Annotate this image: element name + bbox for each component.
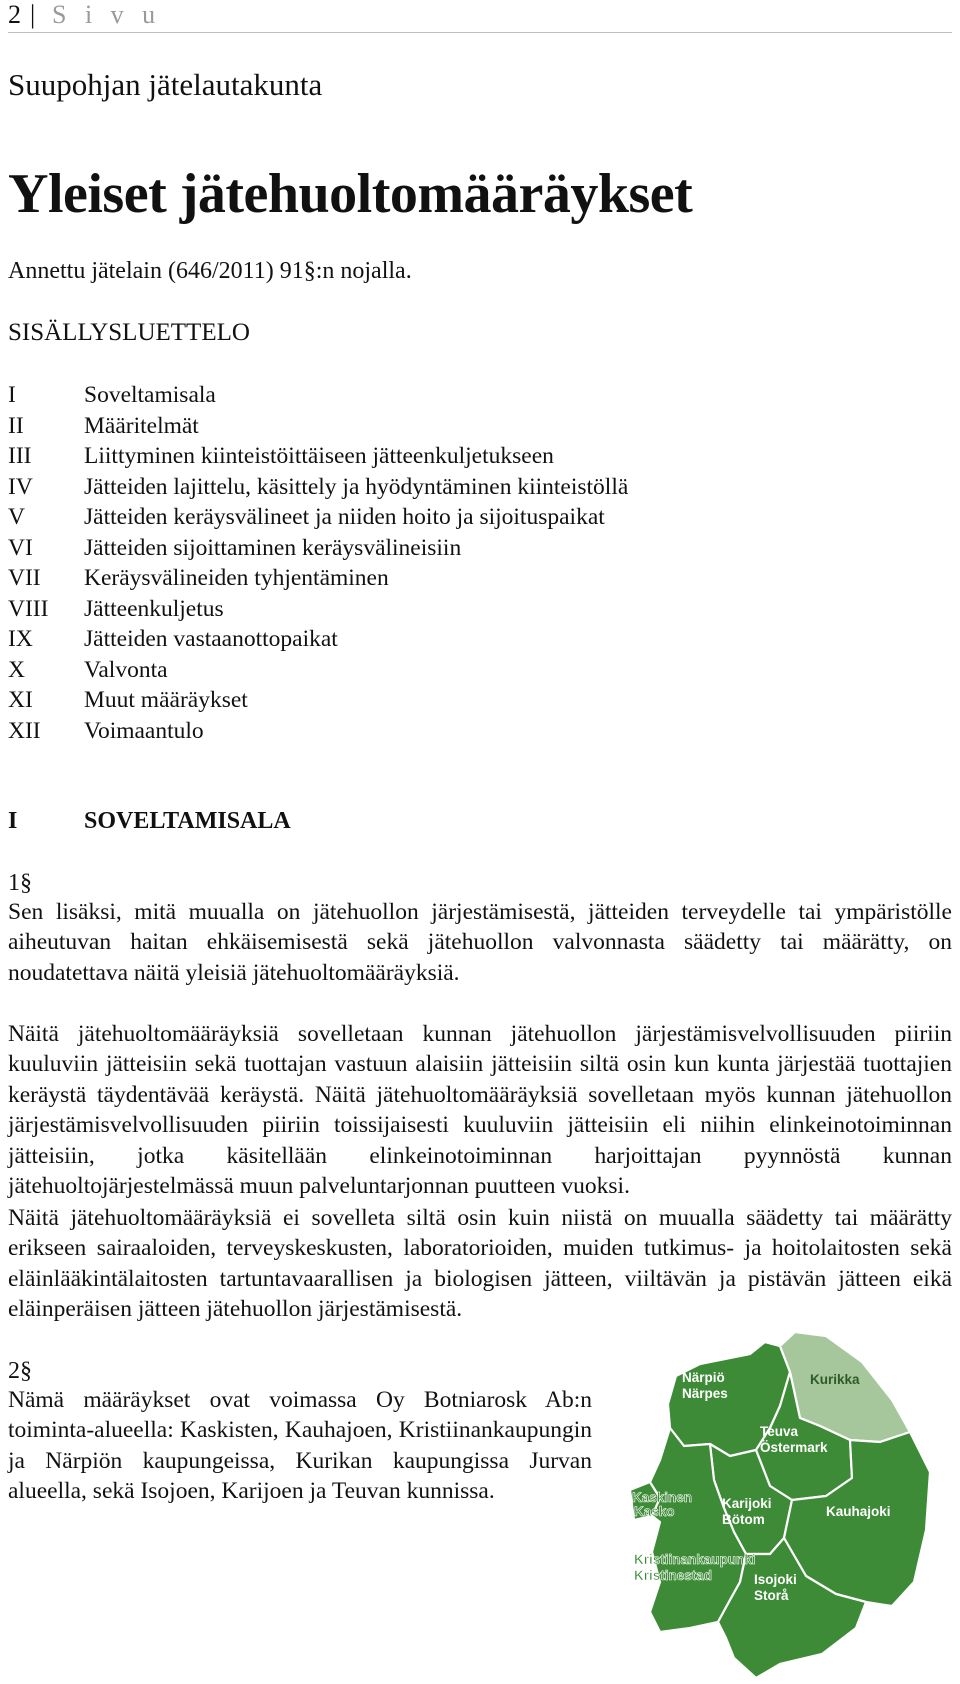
document-title: Yleiset jätehuoltomääräykset [8,163,693,225]
toc-item-title: Voimaantulo [84,717,204,744]
map-label-kaskinen: Kaskinen [632,1490,693,1505]
legal-basis: Annettu jätelain (646/2011) 91§:n nojalla. [8,258,412,284]
table-of-contents [8,380,908,746]
section-number: I [8,808,18,834]
toc-item [8,594,908,625]
toc-item-number: VIII [8,595,49,622]
section-title: SOVELTAMISALA [84,808,291,834]
toc-item [8,380,908,411]
toc-item-title: Määritelmät [84,412,199,439]
paragraph: Näitä jätehuoltomääräyksiä ei sovelleta siltä osin kuin niistä on muualla säädetty tai määrätty erikseen sairaaloiden, terveyskeskusten, laboratorioiden, muiden tutkimus- ja hoitolaitosten sekä eläinlääkintälaitosten tartuntavaarallisen ja biologisen jätteen, viiltävän ja pistävän jätteen eikä eläinperäisen jätteen jätehuollon järjestämisestä. [8,1205,952,1323]
paragraph: Näitä jätehuoltomääräyksiä sovelletaan kunnan jätehuollon järjestämisvelvollisuuden piiriin kuuluviin jätteisiin sekä tuottajan vastuun alaisiin jätteisiin siltä osin kun kunta järjestää tuottajien keräystä täydentävää keräystä. Näitä jätehuoltomääräyksiä sovelletaan myös kunnan jätehuollon järjestämisvelvollisuuden piiriin toissijaisesti kuuluviin jätteisiin eli niihin elinkeinotoiminnan jätteisiin, jotka käsitellään elinkeinotoiminnan harjoittajan pyynnöstä kunnan jätehuoltojärjestelmässä muun palveluntarjonnan puutteen vuoksi. [8,1021,952,1200]
map-label-narpes: Närpes [682,1386,728,1401]
toc-item-number: VII [8,565,41,591]
map-label-narpio: Närpiö [682,1370,725,1385]
map-label-karijoki: Karijoki [722,1496,772,1511]
header-separator: | [30,0,36,29]
map-label-kristinestad: Kristinestad [634,1568,713,1583]
toc-item [8,685,908,716]
map-label-botom: Bötom [722,1512,765,1527]
toc-item [8,502,908,533]
page-header [8,0,952,33]
page-word: S i v u [52,0,162,29]
toc-item-title: Soveltamisala [84,382,216,408]
paragraph: Sen lisäksi, mitä muualla on jätehuollon järjestämisestä, jätteiden terveydelle tai ympäristölle aiheutuvan haitan ehkäisemisestä sekä jätehuollon valvonnasta säädetty tai määrätty, on noudatettava näitä yleisiä jätehuoltomääräyksiä. [8,899,952,986]
map-label-stora: Storå [754,1588,789,1603]
page-number: 2 [8,0,21,29]
toc-item-number: VI [8,534,33,561]
paragraph-label: 2§ [8,1358,32,1384]
toc-item [8,716,908,747]
toc-item-title: Jätteiden vastaanottopaikat [84,626,338,652]
toc-item [8,624,908,655]
toc-item [8,441,908,472]
toc-item-number: IV [8,473,33,500]
toc-item [8,655,908,686]
map-label-isojoki: Isojoki [754,1572,797,1587]
toc-item-number: II [8,412,24,439]
toc-item-number: XII [8,717,41,744]
toc-item-title: Jätteiden sijoittaminen keräysvälineisiin [84,534,462,561]
paragraph: Nämä määräykset ovat voimassa Oy Botniarosk Ab:n toiminta-alueella: Kaskisten, Kauhajoen, Kristiinankaupungin ja Närpiön kaupungeissa, Kurikan kaupungissa Jurvan alueella, sekä Isojoen, Karijoen ja Teuvan kunnissa. [8,1387,592,1505]
toc-item-title: Valvonta [84,656,168,683]
map-label-kauhajoki: Kauhajoki [826,1504,891,1519]
paragraph-label: 1§ [8,870,32,896]
toc-heading: SISÄLLYSLUETTELO [8,319,250,346]
toc-item [8,411,908,442]
region-map [630,1332,948,1684]
map-label-teuva: Teuva [760,1424,799,1439]
map-label-kristiinankaupunki: Kristiinankaupunki [634,1552,756,1567]
toc-item-title: Jätteiden lajittelu, käsittely ja hyödyntäminen kiinteistöllä [84,473,629,500]
toc-item-title: Liittyminen kiinteistöittäiseen jätteenkuljetukseen [84,443,554,469]
toc-item-number: XI [8,687,33,713]
toc-item-title: Jätteenkuljetus [84,595,224,622]
toc-item-number: V [8,504,25,530]
toc-item-number: IX [8,626,33,652]
toc-item-title: Jätteiden keräysvälineet ja niiden hoito ja sijoituspaikat [84,504,605,530]
board-name: Suupohjan jätelautakunta [8,67,323,102]
toc-item-title: Keräysvälineiden tyhjentäminen [84,565,389,591]
toc-item-title: Muut määräykset [84,687,248,713]
toc-item [8,563,908,594]
toc-item-number: X [8,656,25,683]
map-label-kasko: Kasko [634,1504,675,1519]
toc-item [8,533,908,564]
map-label-ostermark: Östermark [760,1440,828,1455]
map-label-kurikka: Kurikka [810,1372,860,1387]
toc-item [8,472,908,503]
toc-item-number: I [8,382,16,408]
toc-item-number: III [8,443,32,469]
